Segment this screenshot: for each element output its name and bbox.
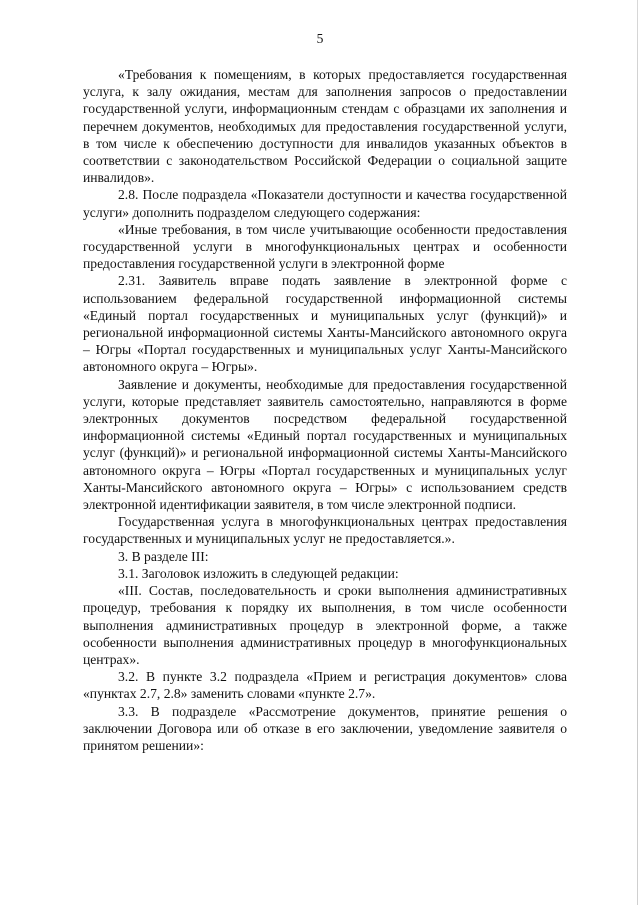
paragraph-section-3-title: «III. Состав, последовательность и сроки выполнения административных процедур, требования к порядку их выполнения, в том числе особенности выполнения административных процедур в электронной форме, а также особенности выполнения административных процедур в многофункциональных центрах». (83, 583, 567, 667)
paragraph-3-3: 3.3. В подразделе «Рассмотрение документов, принятие решения о заключении Договора или об отказе в его заключении, уведомление заявителя о принятом решении»: (83, 703, 567, 753)
paragraph-other-requirements-heading: «Иные требования, в том числе учитывающие особенности предоставления государственной услуги в многофункциональных центрах и особенности предоставления государственной услуги в электронной форме (83, 221, 567, 272)
page-number: 5 (316, 31, 324, 46)
paragraph-3-1: 3.1. Заголовок изложить в следующей редакции: (118, 565, 399, 581)
paragraph-section-3: 3. В разделе III: (118, 548, 209, 564)
paragraph-3-2: 3.2. В пункте 3.2 подраздела «Прием и регистрация документов» слова «пунктах 2.7, 2.8» заменить словами «пункте 2.7». (83, 669, 567, 702)
paragraph-mfc-not-provided: Государственная услуга в многофункциональных центрах предоставления государственных и муниципальных услуг не предоставляется.». (83, 514, 567, 547)
document-body (83, 66, 567, 754)
paragraph-application-documents: Заявление и документы, необходимые для предоставления государственной услуги, которые представляет заявитель самостоятельно, направляются в форме электронных документов посредством федеральной государственной информационной системы «Единый портал государственных и муниципальных услуг (функций)» и региональной информационной системы Ханты-Мансийского автономного округа – Югры «Портал государственных и муниципальных услуг Ханты-Мансийского автономного округа – Югры» с использованием средств электронной идентификации заявителя, в том числе электронной подписи. (83, 376, 567, 513)
paragraph-2-31: 2.31. Заявитель вправе подать заявление в электронной форме с использованием федеральной государственной информационной системы «Единый портал государственных и муниципальных услуг (функций)» и региональной информационной системы Ханты-Мансийского автономного округа – Югры «Портал государственных и муниципальных услуг Ханты-Мансийского автономного округа – Югры». (83, 273, 567, 375)
paragraph-2-8: 2.8. После подраздела «Показатели доступности и качества государственной услуги» дополнить подразделом следующего содержания: (83, 187, 567, 220)
scan-edge (637, 0, 638, 905)
paragraph-requirements-quote: «Требования к помещениям, в которых предоставляется государственная услуга, к залу ожидания, местам для заполнения запросов о предоставлении государственной услуги, информационным стендам с образцами их заполнения и перечнем документов, необходимых для предоставления государственной услуги, в том числе к обеспечению доступности для инвалидов указанных объектов в соответствии с законодательством Российской Федерации о социальной защите инвалидов». (83, 67, 567, 186)
